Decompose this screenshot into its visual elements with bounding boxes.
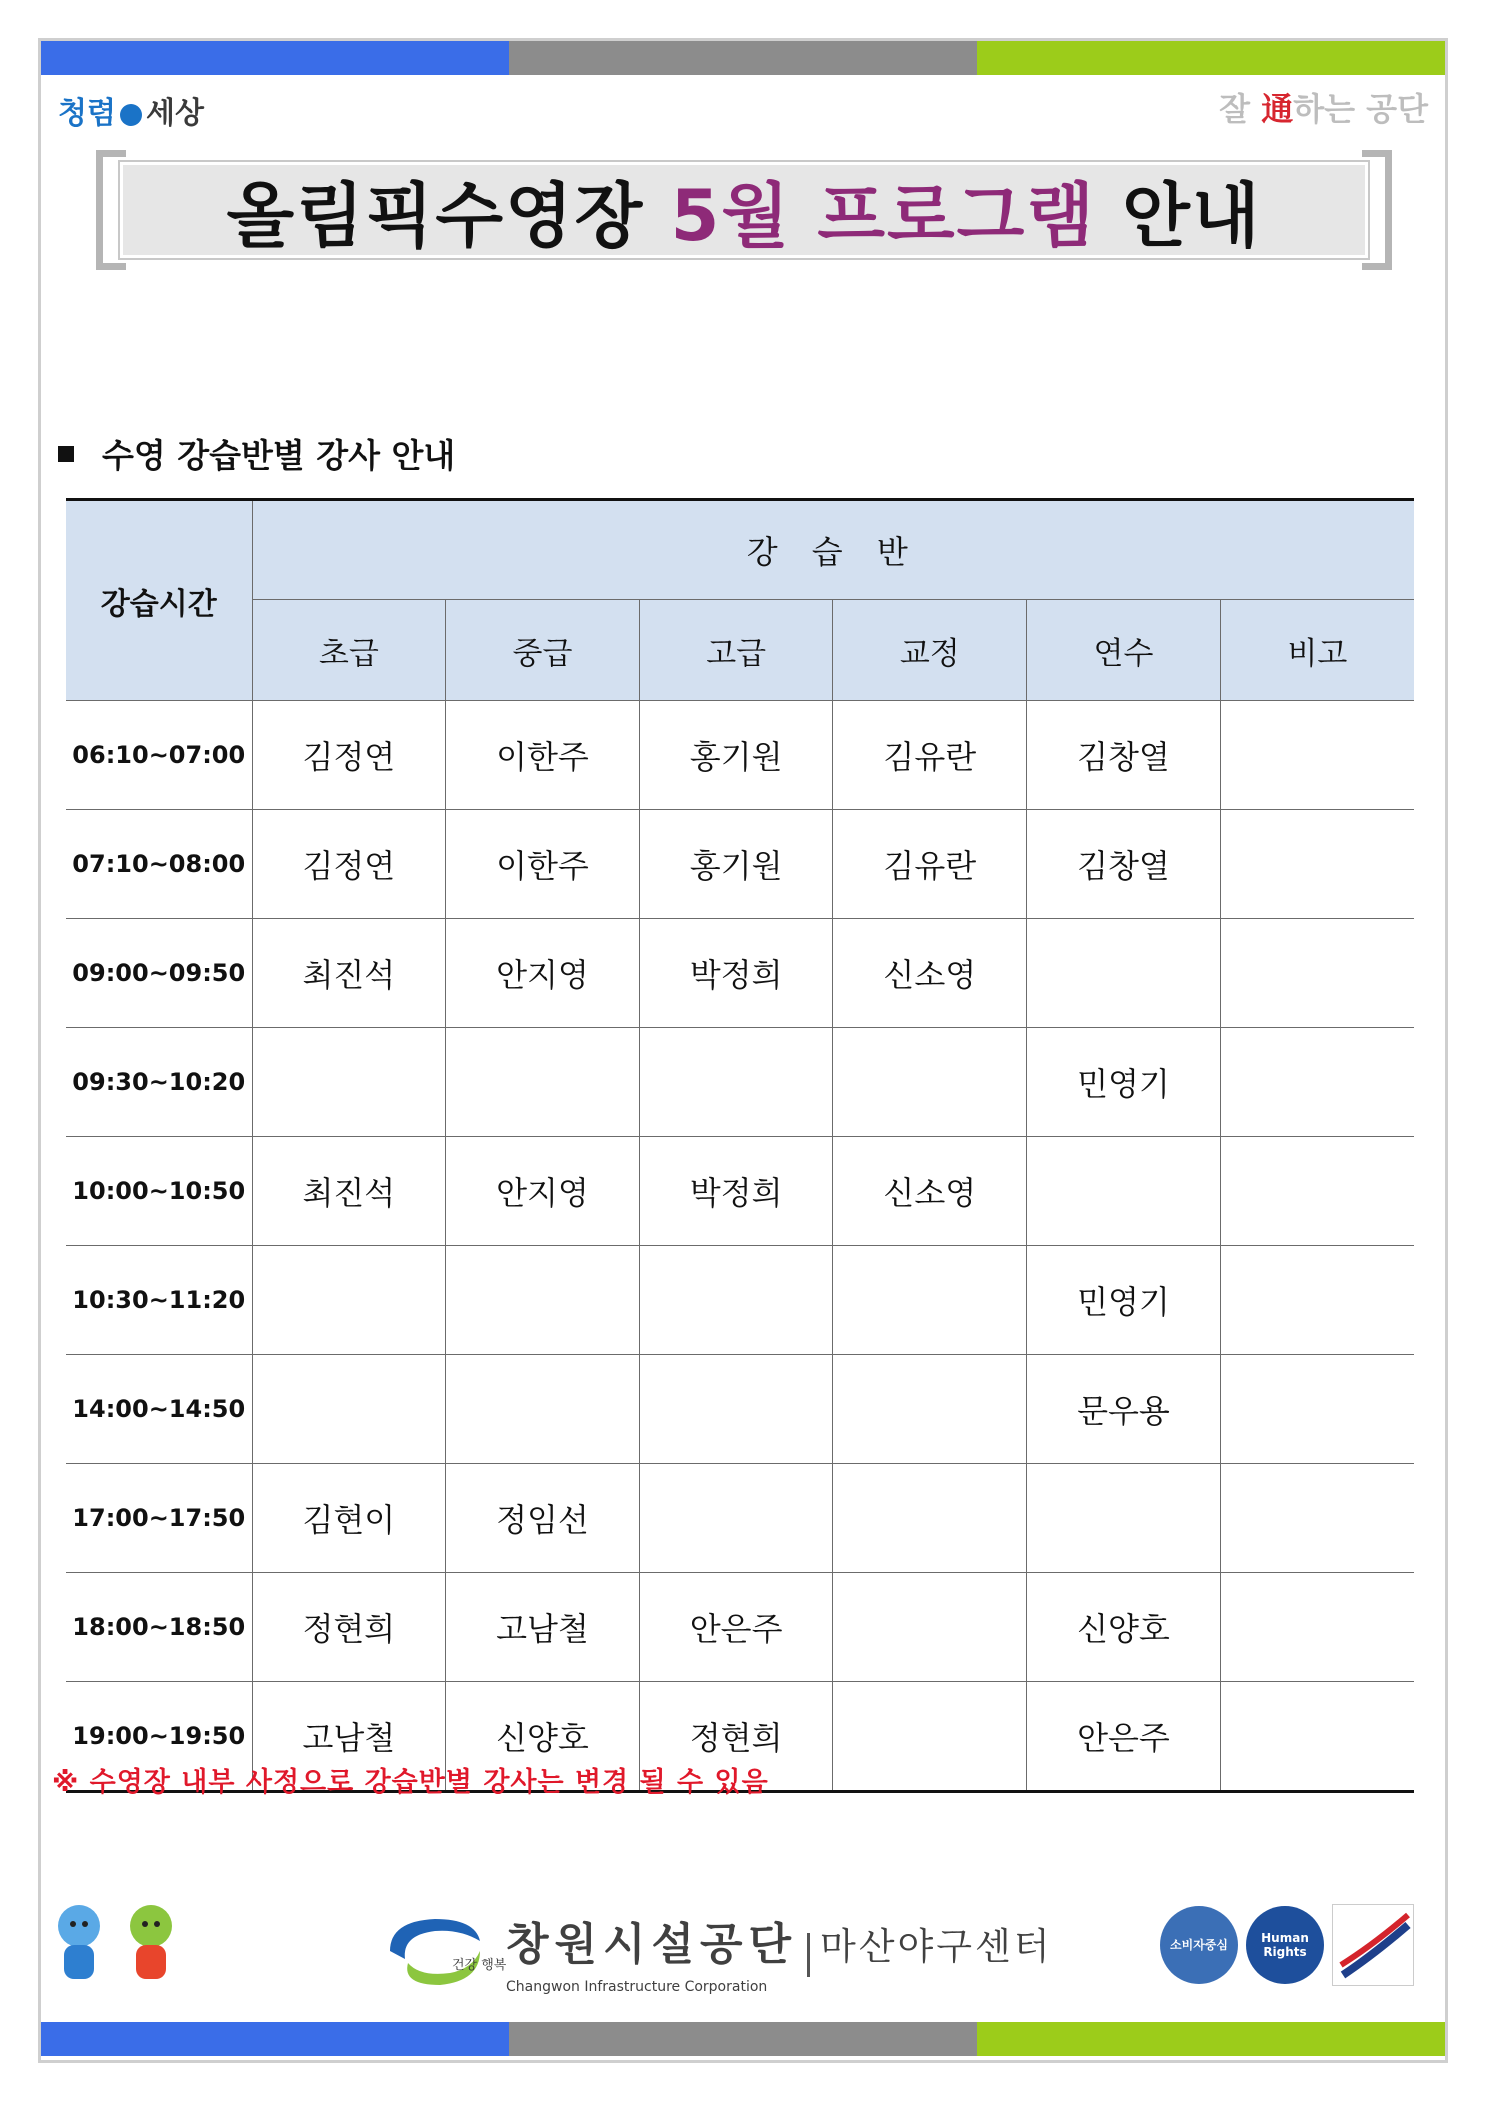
instructor-cell: 이한주: [446, 810, 640, 919]
instructor-cell: 안은주: [1027, 1682, 1221, 1792]
instructor-cell: [1220, 1246, 1414, 1355]
title-banner: [96, 150, 1392, 270]
instructor-cell: 고남철: [446, 1573, 640, 1682]
instructor-cell: 김정연: [252, 810, 446, 919]
blue-mascot-icon: [50, 1905, 108, 1981]
instructor-cell: [1027, 1137, 1221, 1246]
instructor-cell: [1220, 1028, 1414, 1137]
time-cell: 19:00~19:50: [66, 1682, 252, 1792]
table-row: [66, 919, 1414, 1028]
instructor-cell: 김창열: [1027, 810, 1221, 919]
change-notice: ※ 수영장 내부 사정으로 강습반별 강사는 변경 될 수 있음: [52, 1767, 769, 1798]
time-cell: 10:30~11:20: [66, 1246, 252, 1355]
instructor-cell: 민영기: [1027, 1246, 1221, 1355]
time-cell: 17:00~17:50: [66, 1464, 252, 1573]
bottom-color-bar: [41, 2022, 1445, 2056]
column-header: 중급: [446, 600, 640, 701]
instructor-cell: 민영기: [1027, 1028, 1221, 1137]
instructor-cell: [833, 1355, 1027, 1464]
certification-marks: [1160, 1904, 1414, 1986]
instructor-cell: [446, 1028, 640, 1137]
time-cell: 14:00~14:50: [66, 1355, 252, 1464]
svg-text:건강 행복: 건강 행복: [452, 1958, 507, 1974]
column-header: 비고: [1220, 600, 1414, 701]
instructor-cell: 이한주: [446, 701, 640, 810]
table-row: [66, 1573, 1414, 1682]
instructor-cell: 신소영: [833, 919, 1027, 1028]
mascot-icons: [50, 1905, 180, 1981]
page-title: 올림픽수영장 5월 프로그램 안내: [226, 174, 1262, 257]
time-cell: 18:00~18:50: [66, 1573, 252, 1682]
time-cell: 06:10~07:00: [66, 701, 252, 810]
instructor-cell: [639, 1246, 833, 1355]
class-group-header: 강 습 반: [252, 500, 1414, 600]
instructor-cell: [833, 1573, 1027, 1682]
instructor-cell: 박정희: [639, 1137, 833, 1246]
table-row: [66, 701, 1414, 810]
instructor-cell: [833, 1682, 1027, 1792]
time-cell: 09:30~10:20: [66, 1028, 252, 1137]
integrity-logo: 청렴 세상: [58, 96, 204, 131]
top-color-bar: [41, 41, 1445, 75]
instructor-cell: 안지영: [446, 1137, 640, 1246]
instructor-cell: 김정연: [252, 701, 446, 810]
instructor-cell: [1027, 919, 1221, 1028]
corporation-logo: [380, 1908, 1052, 1995]
instructor-cell: [252, 1355, 446, 1464]
instructor-cell: 김유란: [833, 810, 1027, 919]
instructor-schedule-table: [66, 498, 1414, 1793]
corporation-english-name: Changwon Infrastructure Corporation: [506, 1978, 768, 1995]
service-cert-icon: [1332, 1904, 1414, 1986]
instructor-cell: [1220, 810, 1414, 919]
table-row: [66, 1028, 1414, 1137]
instructor-cell: 홍기원: [639, 701, 833, 810]
instructor-cell: [1220, 1464, 1414, 1573]
instructor-cell: [1027, 1464, 1221, 1573]
corporation-emblem-icon: [380, 1911, 507, 1991]
instructor-cell: [252, 1246, 446, 1355]
instructor-cell: [639, 1028, 833, 1137]
table-row: [66, 1355, 1414, 1464]
green-mascot-icon: [122, 1905, 180, 1981]
instructor-cell: [833, 1246, 1027, 1355]
column-header: 초급: [252, 600, 446, 701]
instructor-cell: [1220, 1682, 1414, 1792]
square-bullet-icon: [58, 446, 74, 462]
instructor-cell: 김현이: [252, 1464, 446, 1573]
consumer-cert-icon: 소비자중심: [1160, 1906, 1238, 1984]
instructor-cell: [833, 1028, 1027, 1137]
time-cell: 10:00~10:50: [66, 1137, 252, 1246]
instructor-cell: [639, 1464, 833, 1573]
instructor-cell: 최진석: [252, 919, 446, 1028]
instructor-cell: [446, 1355, 640, 1464]
instructor-cell: 신소영: [833, 1137, 1027, 1246]
instructor-cell: [1220, 1573, 1414, 1682]
column-header: 고급: [639, 600, 833, 701]
instructor-cell: [1220, 1137, 1414, 1246]
instructor-cell: 안은주: [639, 1573, 833, 1682]
column-header: 연수: [1027, 600, 1221, 701]
time-cell: 07:10~08:00: [66, 810, 252, 919]
instructor-cell: 안지영: [446, 919, 640, 1028]
table-row: [66, 1464, 1414, 1573]
center-name: 마산야구센터: [820, 1925, 1053, 1968]
instructor-cell: [1220, 919, 1414, 1028]
human-rights-cert-icon: Human Rights: [1246, 1906, 1324, 1984]
corporation-name: 창원시설공단: [506, 1919, 798, 1970]
time-header: 강습시간: [66, 500, 252, 701]
instructor-cell: 신양호: [1027, 1573, 1221, 1682]
instructor-cell: 최진석: [252, 1137, 446, 1246]
instructor-cell: [252, 1028, 446, 1137]
section-heading: 수영 강습반별 강사 안내: [58, 430, 455, 477]
table-row: [66, 1137, 1414, 1246]
instructor-cell: 홍기원: [639, 810, 833, 919]
instructor-cell: [1220, 701, 1414, 810]
table-row: [66, 810, 1414, 919]
instructor-cell: [833, 1464, 1027, 1573]
instructor-cell: 고남철: [252, 1682, 446, 1792]
slogan-logo: 잘 通하는 공단: [1219, 90, 1428, 128]
instructor-cell: 정임선: [446, 1464, 640, 1573]
instructor-cell: [446, 1246, 640, 1355]
instructor-cell: 정현희: [252, 1573, 446, 1682]
instructor-cell: [639, 1355, 833, 1464]
instructor-cell: 신양호: [446, 1682, 640, 1792]
instructor-cell: 박정희: [639, 919, 833, 1028]
column-header: 교정: [833, 600, 1027, 701]
instructor-cell: [1220, 1355, 1414, 1464]
table-row: [66, 1246, 1414, 1355]
time-cell: 09:00~09:50: [66, 919, 252, 1028]
instructor-cell: 정현희: [639, 1682, 833, 1792]
instructor-cell: 김유란: [833, 701, 1027, 810]
instructor-cell: 문우용: [1027, 1355, 1221, 1464]
instructor-cell: 김창열: [1027, 701, 1221, 810]
